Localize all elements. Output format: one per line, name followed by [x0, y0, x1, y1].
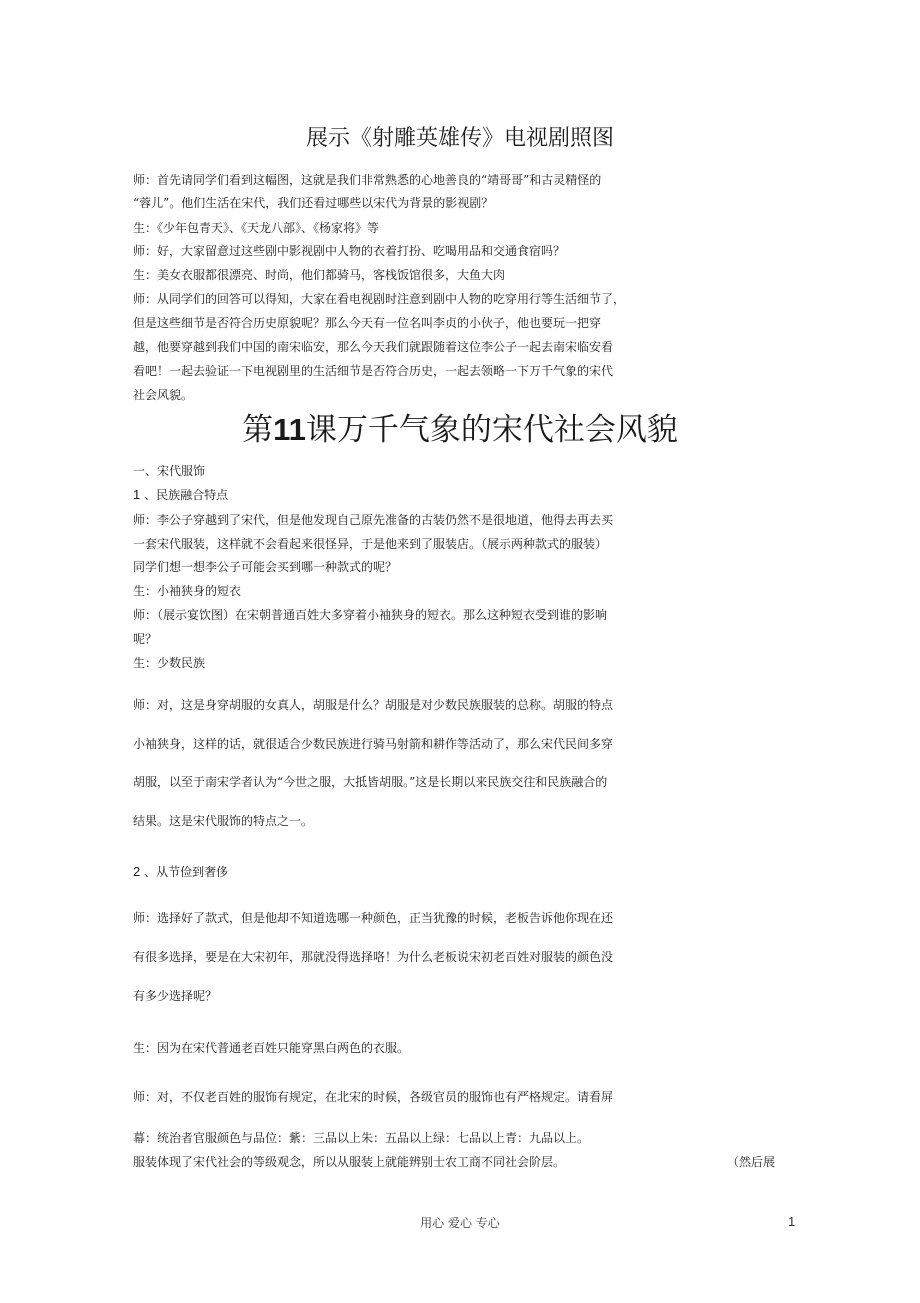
text-line: 同学们想一想李公子可能会买到哪一种款式的呢？: [133, 560, 398, 574]
text-line: 师：选择好了款式，但是他却不知道选哪一种颜色，正当犹豫的时候，老板告诉他你现在还: [133, 911, 614, 925]
text-line: 师：对，这是身穿胡服的女真人，胡服是什么？胡服是对少数民族服装的总称。胡服的特点: [133, 698, 614, 712]
text-line: 师：李公子穿越到了宋代，但是他发现自己原先准备的古装仍然不是很地道，他得去再去买: [133, 513, 614, 527]
page-footer: 用心 爱心 专心: [420, 1216, 500, 1230]
text-line: 生：因为在宋代普通老百姓只能穿黑白两色的衣服。: [133, 1041, 410, 1055]
lesson-title: 第11课万千气象的宋代社会风貌: [242, 412, 678, 448]
text-line: 胡服，以至于南宋学者认为“今世之服，大抵皆胡服。”这是长期以来民族交往和民族融合的: [133, 775, 608, 789]
section-heading: 一、宋代服饰: [133, 464, 206, 478]
text-line: 师：从同学们的回答可以得知，大家在看电视剧时注意到剧中人物的吃穿用行等生活细节了，: [133, 292, 626, 306]
text-line: 社会风貌。: [133, 388, 194, 402]
text-line: 幕：统治者官服颜色与品位：紫：三品以上朱：五品以上绿：七品以上青：九品以上。: [133, 1131, 590, 1145]
text-line: 有很多选择，要是在大宋初年，那就没得选择咯！为什么老板说宋初老百姓对服装的颜色没: [133, 950, 614, 964]
text-line: 师：对，不仅老百姓的服饰有规定，在北宋的时候，各级官员的服饰也有严格规定。请看屏: [133, 1090, 614, 1104]
text-line: 但是这些细节是否符合历史原貌呢？那么今天有一位名叫李贞的小伙子，他也要玩一把穿: [133, 316, 602, 330]
text-line: 呢？: [133, 632, 158, 646]
page-number: 1: [788, 1214, 796, 1229]
text-line: 生：《少年包青天》、《天龙八部》、《杨家将》等: [133, 221, 380, 235]
text-line: 生：小袖狭身的短衣: [133, 584, 242, 598]
text-line: “蓉儿”。他们生活在宋代，我们还看过哪些以宋代为背景的影视剧？: [133, 196, 494, 210]
text-line: 师：（展示宴饮图）在宋朝普通百姓大多穿着小袖狭身的短衣。那么这种短衣受到谁的影响: [133, 608, 608, 622]
text-line-tail: （然后展: [727, 1155, 776, 1169]
text-line: 越，他要穿越到我们中国的南宋临安，那么今天我们就跟随着这位李公子一起去南宋临安看: [133, 340, 614, 354]
text-line: 师：好，大家留意过这些剧中影视剧中人物的衣着打扮、吃喝用品和交通食宿吗？: [133, 244, 566, 258]
subsection-heading: 2 、从节俭到奢侈: [133, 864, 229, 879]
text-line: 一套宋代服装，这样就不会看起来很怪异，于是他来到了服装店。（展示两种款式的服装）: [133, 537, 608, 551]
text-line: 结果。这是宋代服饰的特点之一。: [133, 814, 314, 828]
text-line: 看吧！一起去验证一下电视剧里的生活细节是否符合历史，一起去领略一下万千气象的宋代: [133, 364, 614, 378]
text-line: 服装体现了宋代社会的等级观念，所以从服装上就能辨别士农工商不同社会阶层。: [133, 1155, 566, 1169]
text-line: 有多少选择呢？: [133, 989, 218, 1003]
page-title: 展示《射雕英雄传》电视剧照图: [305, 126, 614, 151]
text-line: 小袖狭身，这样的话，就很适合少数民族进行骑马射箭和耕作等活动了，那么宋代民间多穿: [133, 737, 614, 751]
subsection-heading: 1 、民族融合特点: [133, 487, 229, 502]
text-line: 生：美女衣服都很漂亮、时尚，他们都骑马，客栈饭馆很多，大鱼大肉: [133, 268, 506, 282]
text-line: 生：少数民族: [133, 656, 206, 670]
text-line: 师：首先请同学们看到这幅图，这就是我们非常熟悉的心地善良的“靖哥哥”和古灵精怪的: [133, 173, 602, 187]
